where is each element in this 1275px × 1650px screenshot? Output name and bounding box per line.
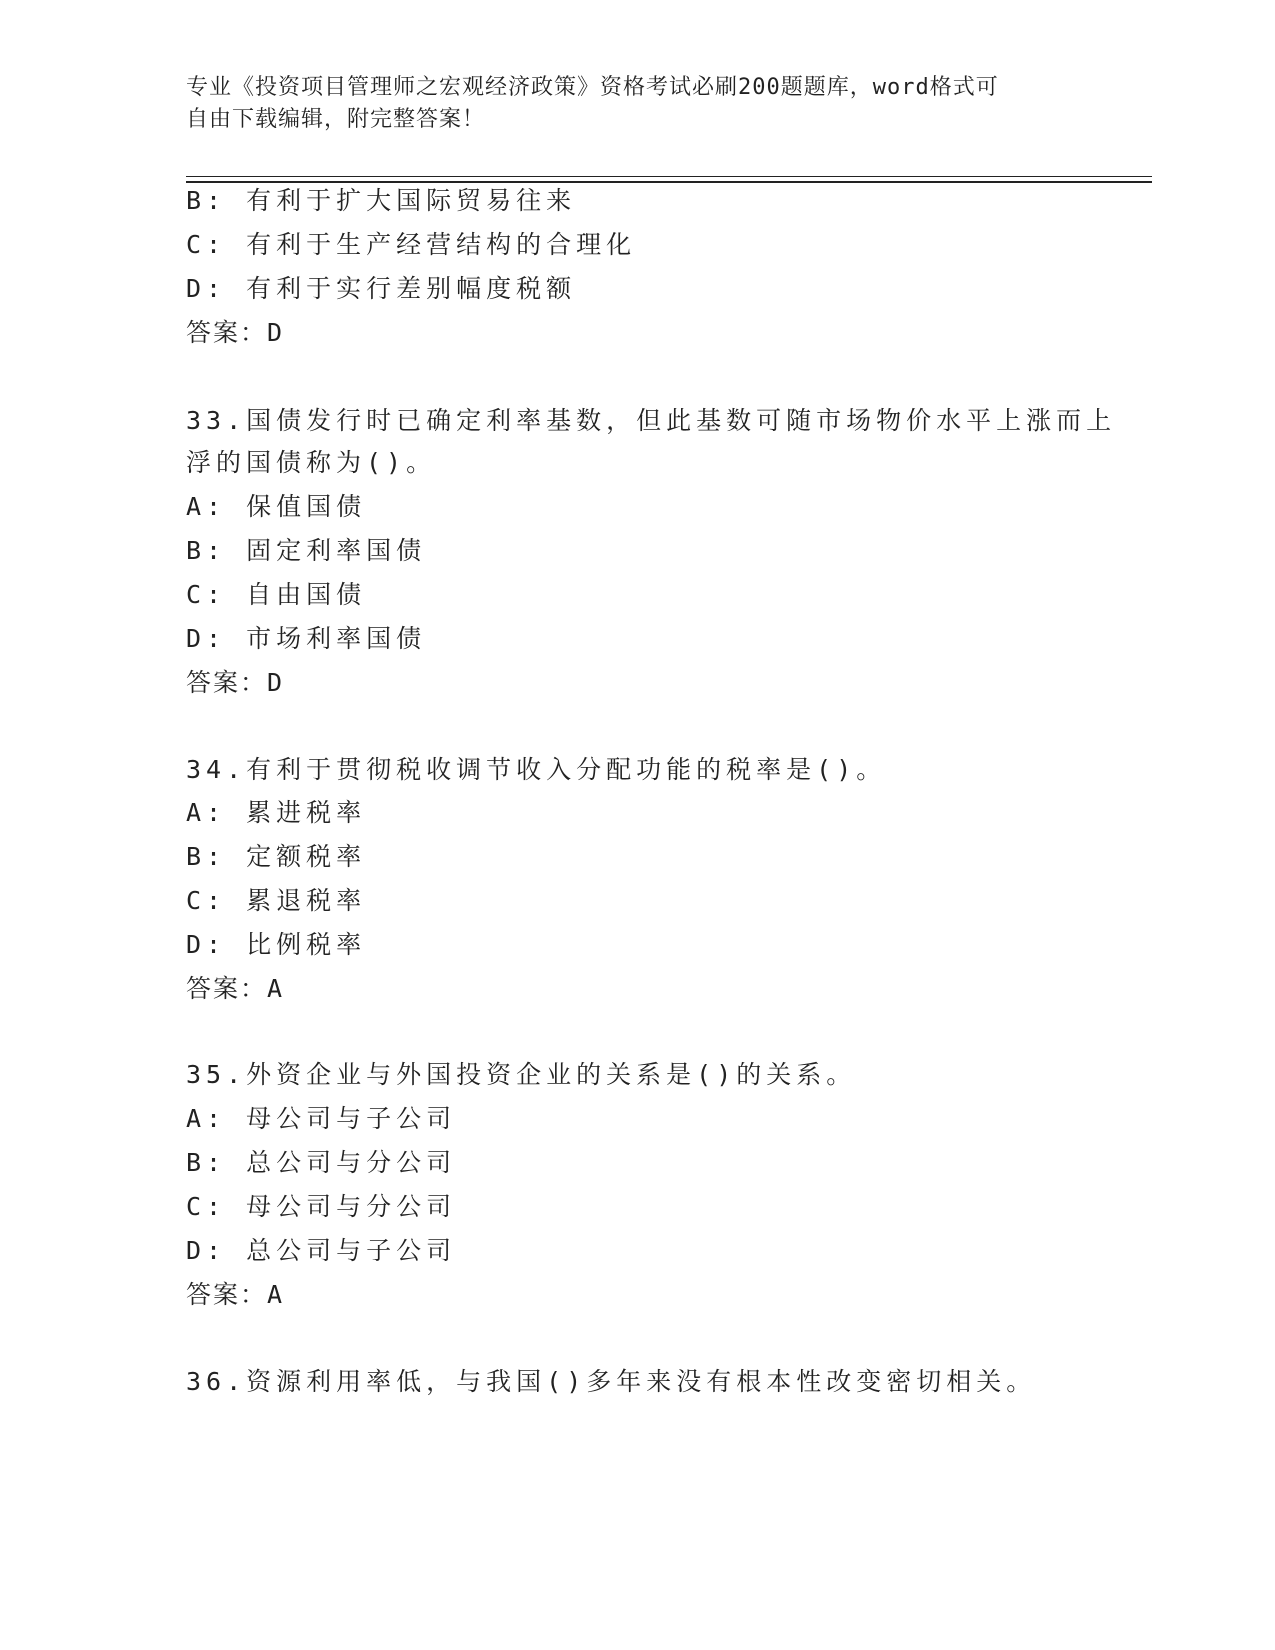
- q33-answer: 答案：D: [186, 668, 285, 697]
- prev-option-c: C: 有利于生产经营结构的合理化: [186, 230, 637, 259]
- q33-stem-line-2: 浮的国债称为()。: [186, 448, 437, 477]
- q33-option-a: A: 保值国债: [186, 492, 367, 521]
- q35-option-d: D: 总公司与子公司: [186, 1236, 457, 1265]
- q33-stem-line-1: 33.国债发行时已确定利率基数，但此基数可随市场物价水平上涨而上: [186, 406, 1117, 435]
- q36-stem-line-1: 36.资源利用率低，与我国()多年来没有根本性改变密切相关。: [186, 1367, 1037, 1396]
- prev-answer: 答案：D: [186, 318, 285, 347]
- prev-option-d: D: 有利于实行差别幅度税额: [186, 274, 577, 303]
- header-title-line-1: 专业《投资项目管理师之宏观经济政策》资格考试必刷200题题库，word格式可: [186, 75, 999, 100]
- q35-option-c: C: 母公司与分公司: [186, 1192, 457, 1221]
- q35-stem-line-1: 35.外资企业与外国投资企业的关系是()的关系。: [186, 1060, 857, 1089]
- q34-option-b: B: 定额税率: [186, 842, 367, 871]
- q33-option-b: B: 固定利率国债: [186, 536, 427, 565]
- q33-option-d: D: 市场利率国债: [186, 624, 427, 653]
- q34-answer: 答案：A: [186, 974, 285, 1003]
- document-header: [186, 72, 1086, 136]
- q35-option-b: B: 总公司与分公司: [186, 1148, 457, 1177]
- q35-answer: 答案：A: [186, 1280, 285, 1309]
- q34-option-c: C: 累退税率: [186, 886, 367, 915]
- q35-option-a: A: 母公司与子公司: [186, 1104, 457, 1133]
- header-divider-thin: [186, 176, 1152, 177]
- header-divider-thick: [186, 181, 1152, 183]
- q34-option-a: A: 累进税率: [186, 798, 367, 827]
- header-title-line-2: 自由下载编辑，附完整答案！: [186, 107, 486, 132]
- q33-option-c: C: 自由国债: [186, 580, 367, 609]
- prev-option-b: B: 有利于扩大国际贸易往来: [186, 186, 577, 215]
- q34-stem-line-1: 34.有利于贯彻税收调节收入分配功能的税率是()。: [186, 755, 887, 784]
- q34-option-d: D: 比例税率: [186, 930, 367, 959]
